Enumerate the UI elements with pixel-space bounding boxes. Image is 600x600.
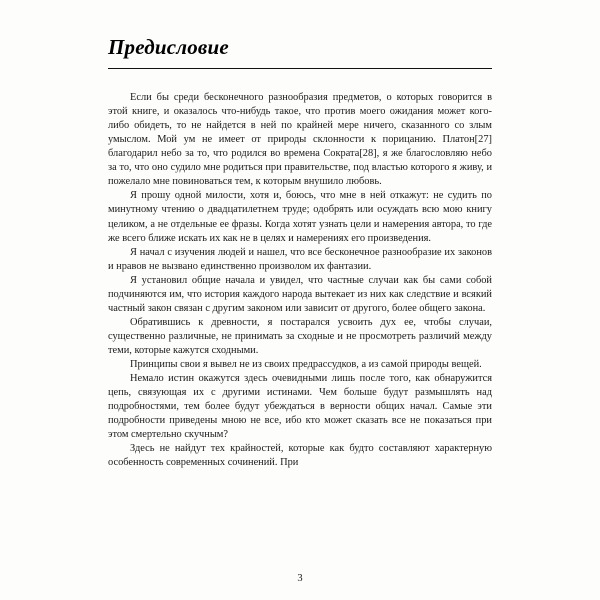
paragraph: Если бы среди бесконечного разнообразия предметов, о которых говорится в этой книге, и оказалось что-нибудь такое, что против моего ожидания может кого-либо обидеть, то не найдется в ней по крайней мере ничего, сказанного со злым умыслом. Мой ум не имеет от природы склонности к порицанию. Платон[27] благодарил небо за то, что родился во времена Сократа[28], я же благословляю небо за то, что оно судило мне родиться при правительстве, под властью которого я живу, и пожелало мне повиноваться тем, к которым внушило любовь. bbox=[108, 92, 492, 188]
title-divider bbox=[108, 68, 492, 69]
paragraph: Принципы свои я вывел не из своих предрассудков, а из самой природы вещей. bbox=[130, 358, 482, 370]
page-number: 3 bbox=[297, 573, 303, 584]
page-title: Предисловие bbox=[108, 35, 229, 59]
paragraph: Я прошу одной милости, хотя и, боюсь, что мне в ней откажут: не судить по минутному чтению о двадцатилетнем труде; одобрять или осуждать всю мою книгу целиком, а не отдельные ее фразы. Когда хотят узнать цели и намерения автора, то где же всего ближе искать их как не в целях и намерениях его произведения. bbox=[108, 190, 492, 244]
paragraph: Я начал с изучения людей и нашел, что все бесконечное разнообразие их законов и нравов не вызвано единственно произволом их фантазии. bbox=[108, 246, 492, 272]
body-text bbox=[108, 91, 492, 470]
paragraph: Обратившись к древности, я постарался усвоить дух ее, чтобы случаи, существенно различные, не принимать за сходные и не просмотреть различий между теми, которые кажутся сходными. bbox=[108, 316, 492, 356]
paragraph: Здесь не найдут тех крайностей, которые как будто составляют характерную особенность современных сочинений. При bbox=[108, 443, 492, 469]
paragraph: Я установил общие начала и увидел, что частные случаи как бы сами собой подчиняются им, что история каждого народа вытекает из них как следствие и всякий частный закон связан с другим законом или зависит от другого, более общего закона. bbox=[108, 274, 492, 314]
paragraph: Немало истин окажутся здесь очевидными лишь после того, как обнаружится цепь, связующая их с другими истинами. Чем больше будут размышлять над подробностями, тем более будут убеждаться в верности общих начал. Самые эти подробности приведены мною не все, ибо кто может сказать все не показаться при этом смертельно скучным? bbox=[108, 373, 492, 441]
